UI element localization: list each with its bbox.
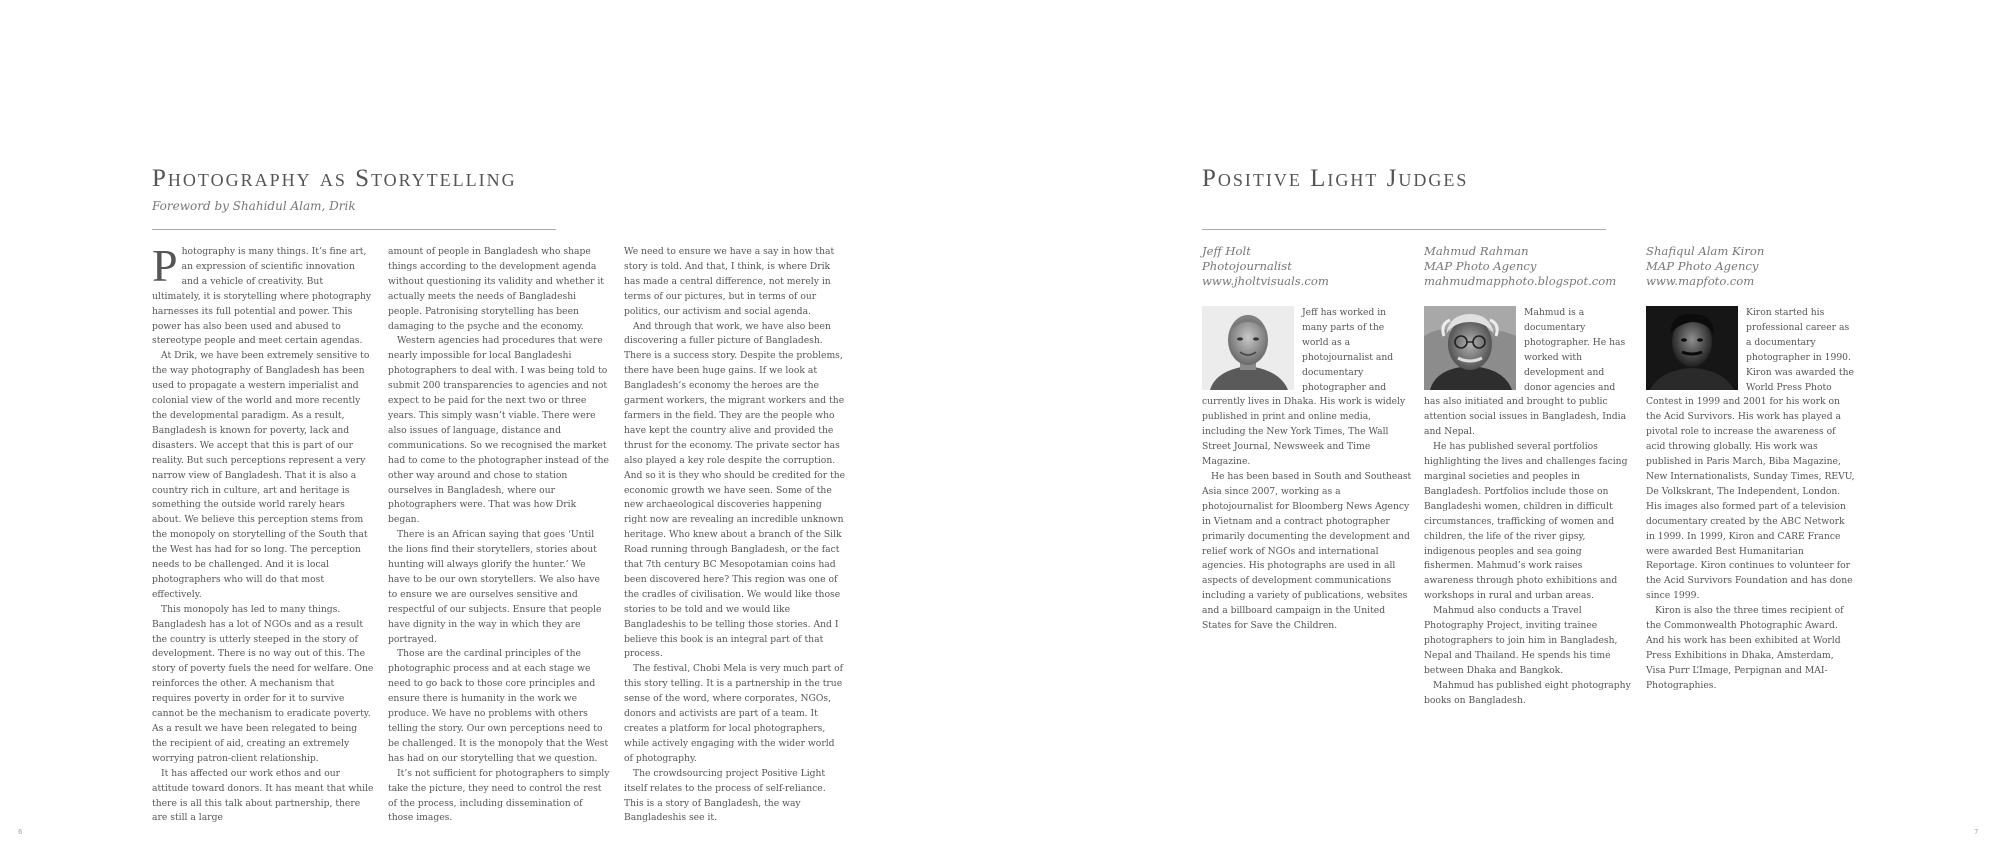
article-column-1: [152, 240, 374, 824]
judge-role: MAP Photo Agency: [1424, 259, 1537, 273]
page-number-right: 7: [1974, 828, 1979, 836]
paragraph: Photography is many things. It’s fine art, an expression of scientific innovation and a vehicle of creativity. But ultimately, it is storytelling where photography harnesses its full potential and power. This power has also been used and abused to stereotype people and meet certain agendas.: [152, 240, 372, 347]
judge-role: MAP Photo Agency: [1646, 259, 1759, 273]
judge-website-link[interactable]: www.mapfoto.com: [1646, 274, 1755, 288]
title-rule: [1202, 229, 1606, 230]
page-number-left: 6: [18, 828, 23, 836]
judge-bio-mahmud-rahman: [1424, 306, 1634, 706]
paragraph: This monopoly has led to many things. Bangladesh has a lot of NGOs and as a result the country is utterly steeped in the story of development. There is no way out of this. The story of poverty fuels the need for welfare. One reinforces the other. A mechanism that requires poverty in order for it to survive cannot be the mechanism to eradicate poverty. As a result we have been relegated to being the recipient of aid, creating an extremely worrying patron-client relationship.: [152, 603, 374, 764]
paragraph: Mahmud is a documentary photographer. He has worked with development and donor agencies and has also initiated and brought to public attention social issues in Bangladesh, India and Nepal.: [1424, 307, 1627, 438]
article-column-3: [624, 245, 846, 824]
paragraph: Mahmud has published eight photography books on Bangladesh.: [1424, 679, 1631, 706]
paragraph: Kiron started his professional career as a documentary photographer in 1990. Kiron was awarded the World Press Photo Contest in 1999 and 2001 for his work on the Acid Survivors. His work has played a pivotal role to increase the awareness of acid throwing globally. His work was published in Paris March, Biba Magazine, New Internationalists, Sunday Times, REVU, De Volkskrant, The Independent, London. His images also formed part of a television documentary created by the ABC Network in 1999. In 1999, Kiron and CARE France were awarded Best Humanitarian Reportage. Kiron continues to volunteer for the Acid Survivors Foundation and has done since 1999.: [1646, 307, 1855, 602]
judge-bio-jeff-holt: [1202, 306, 1412, 632]
man-portrait-photo-icon: [1202, 306, 1294, 390]
man-dark-portrait-photo-icon: [1646, 306, 1738, 390]
paragraph: At Drik, we have been extremely sensitive to the way photography of Bangladesh has been used to propagate a western imperialist and colonial view of the world and more recently the developmental paradigm. As a result, Bangladesh is known for poverty, lack and disasters. We accept that this is part of our reality. But such perceptions represent a very narrow view of Bangladesh. That it is also a country rich in culture, art and heritage is something the outside world rarely hears about. We believe this perception stems from the monopoly on storytelling of the South that the West has had for so long. The perception needs to be challenged. And it is local photographers who will do that most effectively.: [152, 350, 370, 600]
judge-website-link[interactable]: www.jholtvisuals.com: [1202, 274, 1329, 288]
man-with-glasses-portrait-photo-icon: [1424, 306, 1516, 390]
paragraph: And through that work, we have also been discovering a fuller picture of Bangladesh. There is a success story. Despite the problems, there have been huge gains. If we look at Bangladesh’s economy the heroes are the garment workers, the migrant workers and the farmers in the field. They are the people who have kept the country alive and provided the thrust for the economy. The private sector has also played a key role despite the corruption. And so it is they who should be credited for the economic growth we have seen. Some of the new archaeological discoveries happening right now are revealing an incredible unknown heritage. Who knew about a branch of the Silk Road running through Bangladesh, or the fact that 7th century BC Mesopotamian coins had been discovered here? This region was one of the cradles of civilisation. We would like those stories to be told and we would like Bangladeshis to be telling those stories. And I believe this book is an integral part of that process.: [624, 320, 846, 660]
paragraph: He has published several portfolios highlighting the lives and challenges facing marginal societies and peoples in Bangladesh. Portfolios include those on Bangladeshi women, children in difficult circumstances, trafficking of women and children, the life of the river gipsy, indigenous peoples and sea going fishermen. Mahmud’s work raises awareness through photo exhibitions and workshops in rural and urban areas.: [1424, 441, 1628, 602]
paragraph: We need to ensure we have a say in how that story is told. And that, I think, is where Drik has made a central difference, not merely in terms of our pictures, but in terms of our politics, our activism and social agenda.: [624, 246, 835, 317]
drop-cap: P: [152, 240, 178, 291]
paragraph: Western agencies had procedures that were nearly impossible for local Bangladeshi photographers to deal with. I was being told to submit 200 transparencies to agencies and not expect to be paid for the next two or three years. This simply wasn’t viable. There were also issues of language, distance and communications. So we recognised the market had to come to the photographer instead of the other way around and chose to station ourselves in Bangladesh, where our photographers were. That was how Drik began.: [388, 335, 609, 526]
judge-header-mahmud-rahman: [1424, 244, 1616, 289]
paragraph: The crowdsourcing project Positive Light itself relates to the process of self-reliance. This is a story of Bangladesh, the way Bangladeshis see it.: [624, 767, 826, 824]
page-title: Photography as Storytelling: [152, 165, 517, 192]
judge-website-link[interactable]: mahmudmapphoto.blogspot.com: [1424, 274, 1617, 288]
paragraph: Those are the cardinal principles of the photographic process and at each stage we need to go back to those core principles and ensure there is humanity in the work we produce. We have no problems with others telling the story. Our own perceptions need to be challenged. It is the monopoly that the West has had on our storytelling that we question.: [388, 648, 609, 764]
paragraph: Mahmud also conducts a Travel Photography Project, inviting trainee photographers to join him in Bangladesh, Nepal and Thailand. He spends his time between Dhaka and Bangkok.: [1424, 605, 1618, 676]
judge-portrait-shafiqul-alam-kiron: [1646, 306, 1738, 390]
page-title-judges: Positive Light Judges: [1202, 165, 1469, 192]
judge-name: Shafiqul Alam Kiron: [1646, 244, 1765, 258]
paragraph: He has been based in South and Southeast Asia since 2007, working as a photojournalist for Bloomberg News Agency in Vietnam and a contract photographer primarily documenting the development and relief work of NGOs and international agencies. His photographs are used in all aspects of development communications including a variety of publications, websites and a billboard campaign in the United States for Save the Children.: [1202, 470, 1412, 632]
title-rule: [152, 229, 556, 230]
paragraph: It has affected our work ethos and our attitude toward donors. It has meant that while there is all this talk about partnership, there are still a large: [152, 767, 374, 824]
paragraph: The festival, Chobi Mela is very much part of this story telling. It is a partnership in the true sense of the word, where corporates, NGOs, donors and activists are part of a team. It creates a platform for local photographers, while actively engaging with the wider world of photography.: [624, 663, 844, 764]
paragraph: Kiron is also the three times recipient of the Commonwealth Photographic Award. And his work has been exhibited at World Press Exhibitions in Dhaka, Amsterdam, Visa Purr L’Image, Perpignan and MAI-Photographies.: [1646, 605, 1844, 691]
foreword-byline: Foreword by Shahidul Alam, Drik: [152, 199, 356, 213]
paragraph: amount of people in Bangladesh who shape things according to the development agenda without questioning its validity and whether it actually meets the needs of Bangladeshi people. Patronising storytelling has been damaging to the psyche and the economy.: [388, 246, 604, 332]
article-column-2: [388, 245, 610, 824]
judge-role: Photojournalist: [1202, 259, 1292, 273]
judge-name: Jeff Holt: [1202, 244, 1251, 258]
judge-portrait-mahmud-rahman: [1424, 306, 1516, 390]
judge-bio-shafiqul-alam-kiron: [1646, 306, 1856, 691]
judge-header-shafiqul-alam-kiron: [1646, 244, 1764, 289]
judge-name: Mahmud Rahman: [1424, 244, 1529, 258]
judge-portrait-jeff-holt: [1202, 306, 1294, 390]
paragraph: There is an African saying that goes ‘Until the lions find their storytellers, stories about hunting will always glorify the hunter.’ We have to be our own storytellers. We also have to ensure we are ourselves sensitive and respectful of our subjects. Ensure that people have dignity in the way in which they are portrayed.: [388, 529, 602, 645]
judge-header-jeff-holt: [1202, 244, 1329, 289]
paragraph: Jeff has worked in many parts of the world as a photojournalist and documentary photographer and currently lives in Dhaka. His work is widely published in print and online media, including the New York Times, The Wall Street Journal, Newsweek and Time Magazine.: [1202, 307, 1406, 468]
paragraph: It’s not sufficient for photographers to simply take the picture, they need to control the rest of the process, including dissemination of those images.: [388, 767, 610, 824]
